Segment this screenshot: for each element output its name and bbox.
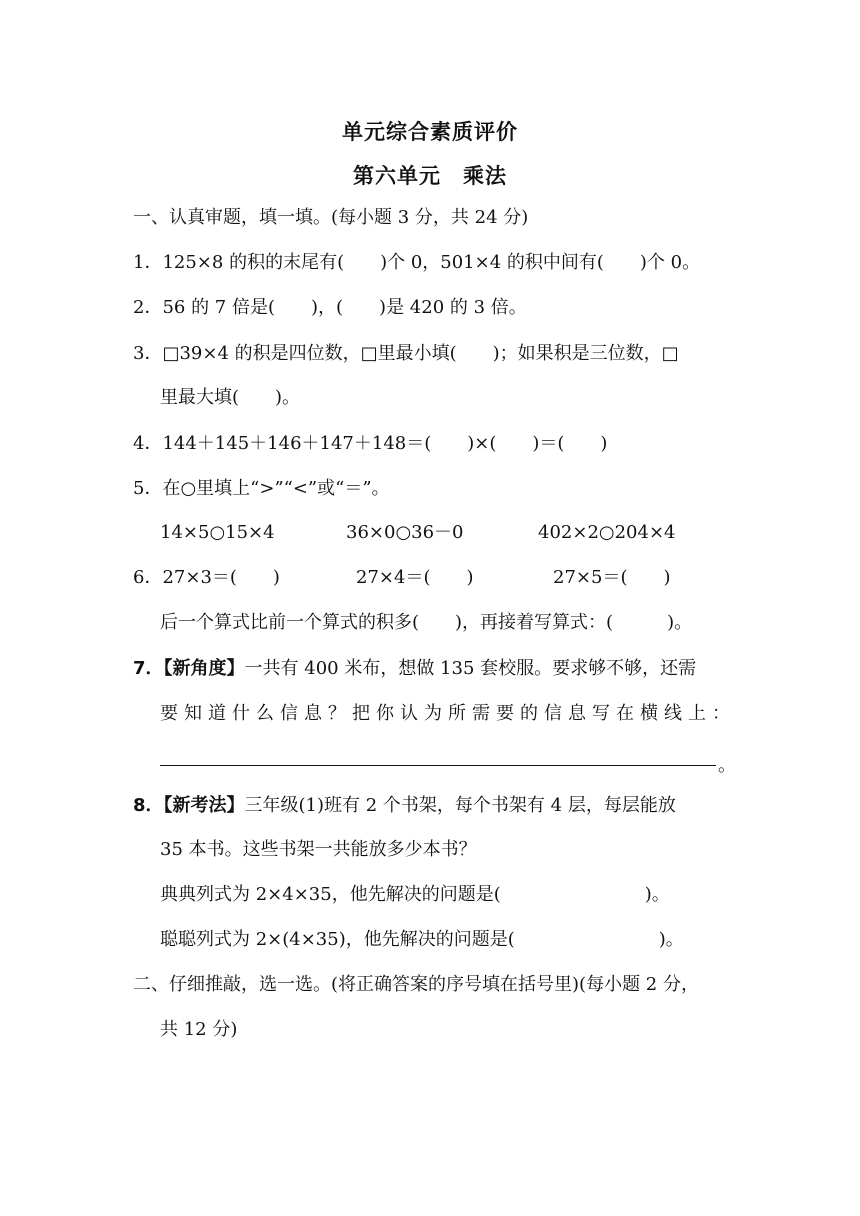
section1-heading: 一、认真审题，填一填。(每小题 3 分，共 24 分): [133, 207, 529, 228]
question-7-end: 。: [718, 755, 736, 776]
question-4: 4．144＋145＋146＋147＋148＝( )×( )＝( ): [133, 433, 608, 454]
question-5-item-a: 14×5○15×4: [160, 522, 275, 543]
question-5-item-b: 36×0○36－0: [346, 522, 464, 543]
question-5-item-c: 402×2○204×4: [538, 522, 676, 543]
question-1: 1．125×8 的积的末尾有( )个 0，501×4 的积中间有( )个 0。: [133, 252, 701, 273]
question-6-item-b: 27×4＝( ): [356, 567, 474, 588]
question-8-line3: 典典列式为 2×4×35，他先解决的问题是( )。: [160, 884, 670, 905]
page-title: 单元综合素质评价: [342, 120, 518, 144]
question-5: 5．在○里填上“>”“<”或“＝”。: [133, 478, 390, 499]
question-8-tag: 8．【新考法】: [133, 795, 245, 816]
unit-subtitle: 第六单元 乘法: [353, 164, 507, 188]
question-6-item-a: 6．27×3＝( ): [133, 567, 280, 588]
question-7-tag: 7．【新角度】: [133, 658, 245, 679]
question-7-text: 一共有 400 米布，想做 135 套校服。要求够不够，还需: [244, 658, 697, 679]
question-7-line2: 要知道什么信息？把你认为所需要的信息写在横线上：: [160, 703, 730, 724]
question-6-item-c: 27×5＝( ): [553, 567, 671, 588]
question-3-line2: 里最大填( )。: [160, 387, 301, 408]
question-2: 2．56 的 7 倍是( )，( )是 420 的 3 倍。: [133, 297, 527, 318]
question-7-line1: [133, 657, 696, 681]
question-3-line1: 3．□39×4 的积是四位数，□里最小填( )；如果积是三位数，□: [133, 343, 679, 364]
question-8-line1: [133, 794, 676, 818]
section2-heading-line2: 共 12 分): [160, 1019, 238, 1040]
question-8-line4: 聪聪列式为 2×(4×35)，他先解决的问题是( )。: [160, 929, 684, 950]
answer-blank-line: [160, 765, 716, 766]
question-8-text: 三年级(1)班有 2 个书架，每个书架有 4 层，每层能放: [244, 795, 676, 816]
question-6-line2: 后一个算式比前一个算式的积多( )，再接着写算式：( )。: [160, 612, 693, 633]
section2-heading-line1: 二、仔细推敲，选一选。(将正确答案的序号填在括号里)(每小题 2 分，: [133, 974, 699, 995]
question-8-line2: 35 本书。这些书架一共能放多少本书？: [160, 839, 477, 860]
